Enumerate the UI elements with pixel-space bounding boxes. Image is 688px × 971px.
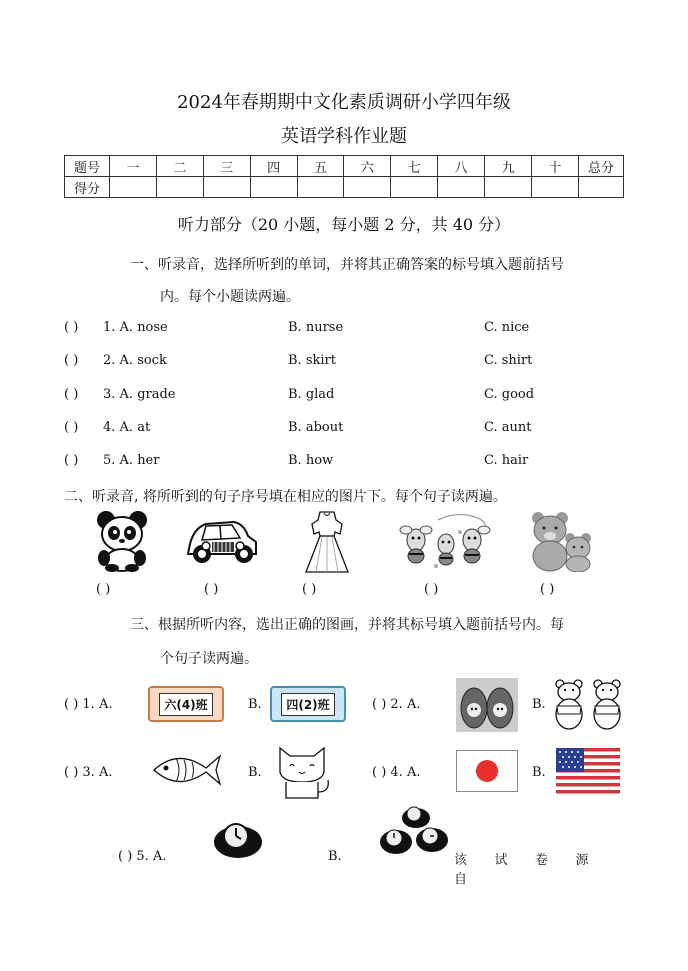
question-5[interactable]: ( ) 5. A. — [118, 849, 167, 864]
car-icon — [184, 514, 260, 566]
picture-answer-paren[interactable]: ( ) — [204, 582, 219, 597]
page-subtitle: 英语学科作业题 — [281, 126, 407, 147]
option-c: C. nice — [484, 320, 530, 335]
option-b: B. skirt — [288, 353, 336, 368]
option-b-label: B. — [532, 697, 546, 712]
option-a: 2. A. sock — [103, 353, 167, 368]
teddy-bears-icon — [528, 510, 592, 572]
option-c: C. good — [484, 387, 535, 402]
source-note: 该 试 卷 源 自 — [454, 853, 617, 887]
score-cell: 二 — [156, 156, 203, 177]
part1-instruction-cont: 内。每个小题读两遍。 — [160, 289, 300, 305]
option-a: 5. A. her — [103, 453, 160, 468]
answer-paren[interactable]: ( ) — [64, 453, 79, 468]
score-input-cell[interactable] — [485, 177, 532, 198]
score-input-cell[interactable] — [203, 177, 250, 198]
score-cell: 八 — [438, 156, 485, 177]
single-clock-icon — [210, 812, 266, 862]
option-c: C. hair — [484, 453, 529, 468]
score-cell: 七 — [391, 156, 438, 177]
score-cell: 题号 — [65, 156, 110, 177]
score-input-cell[interactable] — [579, 177, 624, 198]
part3-instruction-cont: 个句子读两遍。 — [160, 651, 258, 667]
question-2[interactable]: ( ) 2. A. — [372, 697, 421, 712]
part2-instruction: 二、听录音, 将所听到的句子序号填在相应的图片下。每个句子读两遍。 — [64, 489, 507, 505]
part3-instruction: 三、根据所听内容，选出正确的图画，并将其标号填入题前括号内。每 — [130, 617, 564, 633]
score-input-cell[interactable] — [438, 177, 485, 198]
score-cell: 六 — [344, 156, 391, 177]
score-cell: 四 — [250, 156, 297, 177]
option-a: 4. A. at — [103, 420, 151, 435]
page-title: 2024年春期期中文化素质调研小学四年级 — [177, 92, 511, 113]
option-b-label: B. — [248, 765, 262, 780]
option-b: B. about — [288, 420, 344, 435]
picture-answer-paren[interactable]: ( ) — [96, 582, 111, 597]
fish-icon — [148, 748, 224, 792]
score-input-cell[interactable] — [156, 177, 203, 198]
dress-icon — [302, 510, 352, 574]
listening-section-title: 听力部分（20 小题，每小题 2 分，共 40 分） — [177, 215, 511, 234]
picture-answer-paren[interactable]: ( ) — [424, 582, 439, 597]
class-sign-a: 六(4)班 — [148, 686, 224, 722]
score-input-cell[interactable] — [391, 177, 438, 198]
class-sign-b: 四(2)班 — [270, 686, 346, 722]
score-cell: 总分 — [579, 156, 624, 177]
score-table — [64, 155, 624, 198]
score-cell: 五 — [297, 156, 344, 177]
score-input-cell[interactable] — [297, 177, 344, 198]
picture-answer-paren[interactable]: ( ) — [302, 582, 317, 597]
question-1[interactable]: ( ) 1. A. — [64, 697, 113, 712]
score-cell: 十 — [532, 156, 579, 177]
option-b: B. glad — [288, 387, 335, 402]
slippers-icon — [456, 678, 518, 732]
option-b: B. how — [288, 453, 334, 468]
bees-icon — [398, 510, 494, 570]
option-b-label: B. — [248, 697, 262, 712]
score-table-score-row — [65, 177, 624, 198]
picture-answer-paren[interactable]: ( ) — [540, 582, 555, 597]
winnie-the-pooh-icon — [552, 676, 626, 732]
score-input-cell[interactable] — [250, 177, 297, 198]
option-c: C. shirt — [484, 353, 533, 368]
usa-flag-icon — [556, 748, 620, 794]
score-cell: 一 — [110, 156, 157, 177]
cat-icon — [272, 742, 332, 802]
option-c: C. aunt — [484, 420, 532, 435]
score-cell: 九 — [485, 156, 532, 177]
answer-paren[interactable]: ( ) — [64, 420, 79, 435]
option-b-label: B. — [532, 765, 546, 780]
panda-icon — [94, 510, 150, 572]
score-label: 得分 — [65, 177, 110, 198]
score-cell: 三 — [203, 156, 250, 177]
score-input-cell[interactable] — [110, 177, 157, 198]
part1-instruction: 一、听录音，选择所听到的单词，并将其正确答案的标号填入题前括号 — [130, 257, 564, 273]
option-b: B. nurse — [288, 320, 344, 335]
score-table-header-row — [65, 156, 624, 177]
japan-flag-icon — [456, 750, 518, 792]
option-a: 3. A. grade — [103, 387, 176, 402]
answer-paren[interactable]: ( ) — [64, 353, 79, 368]
score-input-cell[interactable] — [344, 177, 391, 198]
question-3[interactable]: ( ) 3. A. — [64, 765, 113, 780]
option-b-label: B. — [328, 849, 342, 864]
score-input-cell[interactable] — [532, 177, 579, 198]
answer-paren[interactable]: ( ) — [64, 387, 79, 402]
answer-paren[interactable]: ( ) — [64, 320, 79, 335]
multiple-clocks-icon — [378, 802, 454, 862]
question-4[interactable]: ( ) 4. A. — [372, 765, 421, 780]
option-a: 1. A. nose — [103, 320, 168, 335]
